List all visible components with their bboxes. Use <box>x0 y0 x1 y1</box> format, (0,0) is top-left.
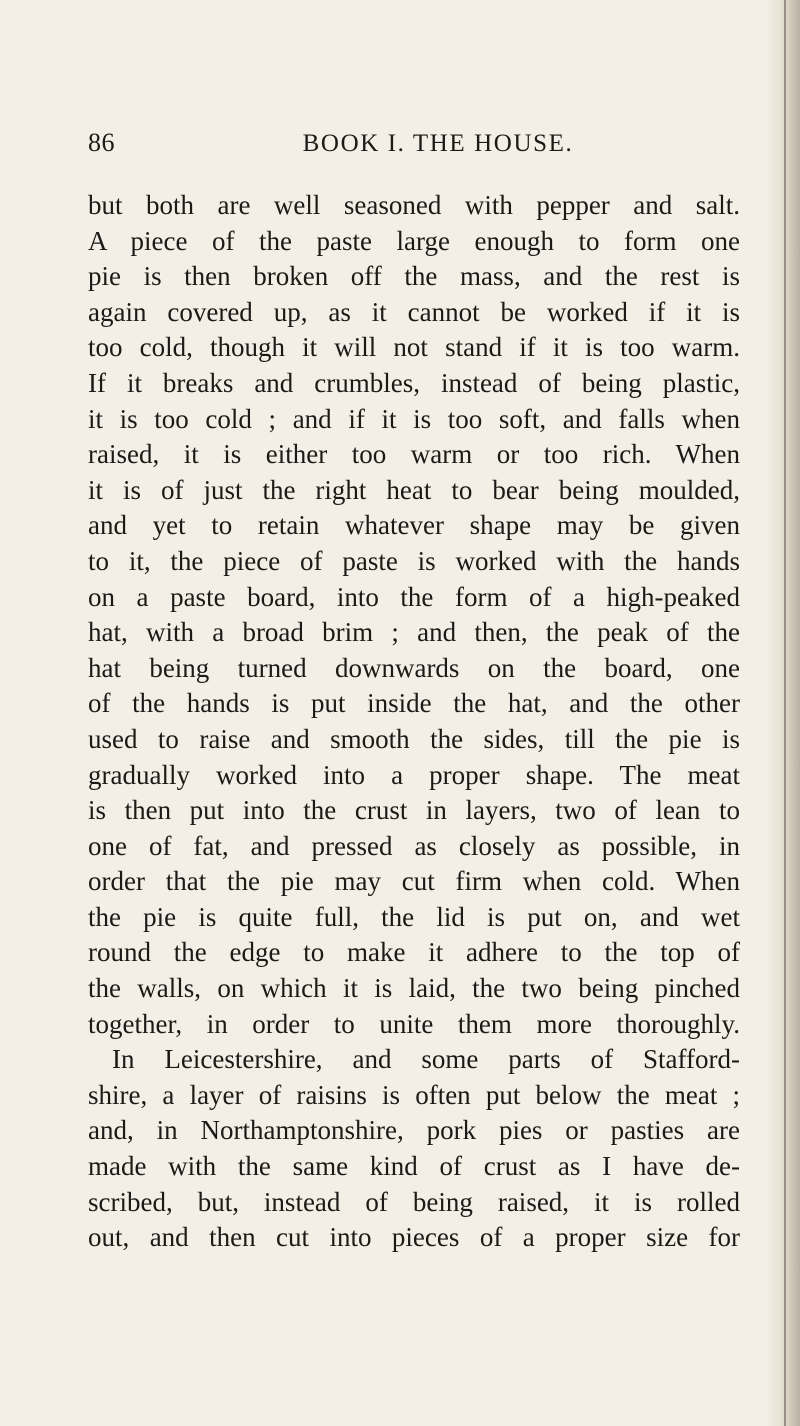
text-line: is then put into the crust in layers, two of lean to <box>88 795 740 826</box>
running-head: BOOK I. THE HOUSE. <box>302 130 574 157</box>
text-line: order that the pie may cut firm when cold. When <box>88 866 740 897</box>
text-line: gradually worked into a proper shape. The meat <box>88 759 740 790</box>
text-line: shire, a layer of raisins is often put below the meat ; <box>88 1079 740 1110</box>
text-line: too cold, though it will not stand if it is too warm. <box>88 332 740 363</box>
body-text <box>88 188 740 1256</box>
text-line: made with the same kind of crust as I have de- <box>88 1151 740 1182</box>
text-line: and yet to retain whatever shape may be given <box>88 510 740 541</box>
text-line: scribed, but, instead of being raised, it is rolled <box>88 1186 740 1217</box>
text-line: together, in order to unite them more thoroughly. <box>88 1008 740 1039</box>
text-line: round the edge to make it adhere to the top of <box>88 937 740 968</box>
page-edge-shadow <box>766 0 800 1426</box>
text-line: of the hands is put inside the hat, and the other <box>88 688 740 719</box>
text-line: hat, with a broad brim ; and then, the peak of the <box>88 617 740 648</box>
text-line: the pie is quite full, the lid is put on, and wet <box>88 901 740 932</box>
text-line: it is too cold ; and if it is too soft, and falls when <box>88 403 740 434</box>
text-line: raised, it is either too warm or too rich. When <box>88 439 740 470</box>
text-line: again covered up, as it cannot be worked if it is <box>88 296 740 327</box>
text-line: If it breaks and crumbles, instead of being plastic, <box>88 367 740 398</box>
text-line: on a paste board, into the form of a high-peaked <box>88 581 740 612</box>
text-line: pie is then broken off the mass, and the rest is <box>88 261 740 292</box>
text-line: and, in Northamptonshire, pork pies or pasties are <box>88 1115 740 1146</box>
page-header <box>88 128 748 168</box>
text-line: it is of just the right heat to bear being moulded, <box>88 474 740 505</box>
text-line: to it, the piece of paste is worked with the hands <box>88 545 740 576</box>
text-line: A piece of the paste large enough to form one <box>88 225 740 256</box>
text-line: the walls, on which it is laid, the two being pinched <box>88 973 740 1004</box>
text-line: used to raise and smooth the sides, till the pie is <box>88 723 740 754</box>
text-line: out, and then cut into pieces of a proper size for <box>88 1222 740 1253</box>
page-number: 86 <box>88 128 115 157</box>
text-line: hat being turned downwards on the board, one <box>88 652 740 683</box>
text-line: In Leicestershire, and some parts of Stafford- <box>112 1044 740 1075</box>
binding-edge-line <box>784 0 786 1426</box>
text-line: one of fat, and pressed as closely as possible, in <box>88 830 740 861</box>
text-line: but both are well seasoned with pepper and salt. <box>88 190 740 220</box>
